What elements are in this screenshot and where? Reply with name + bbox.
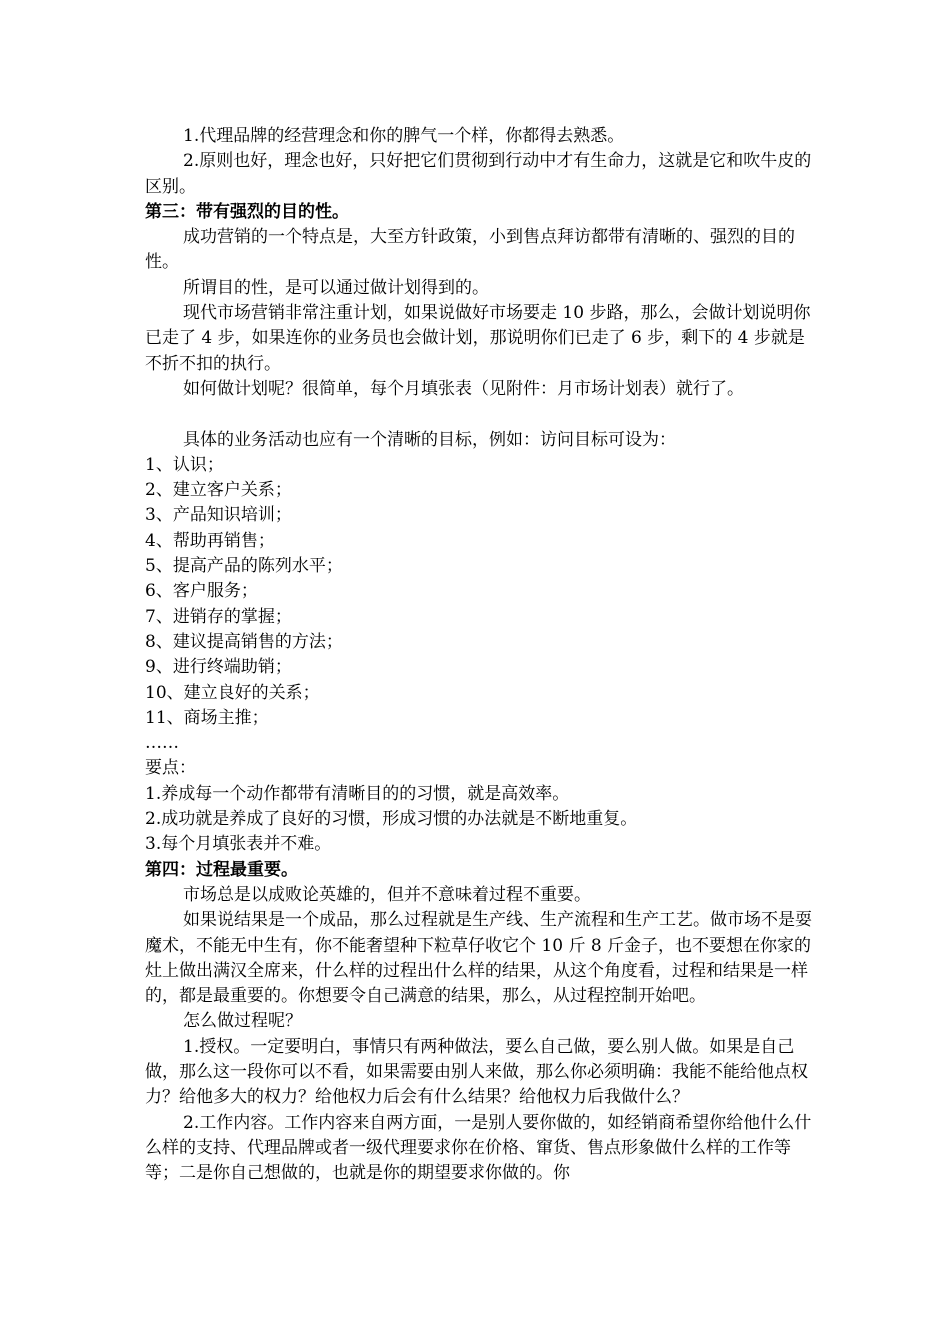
paragraph: 如何做计划呢？很简单，每个月填张表（见附件：月市场计划表）就行了。 xyxy=(183,378,744,399)
list-item: 11、商场主推； xyxy=(145,707,269,728)
list-item: 2、建立客户关系； xyxy=(145,480,292,501)
list-item: 7、进销存的掌握； xyxy=(145,606,292,627)
list-item: 1.养成每一个动作都带有清晰目的的习惯，就是高效率。 xyxy=(145,783,570,804)
section-heading: 第四：过程最重要。 xyxy=(145,859,298,880)
list-item: 9、进行终端助销； xyxy=(145,657,292,678)
paragraph: 怎么做过程呢？ xyxy=(183,1011,302,1032)
list-item: 要点： xyxy=(145,758,196,779)
paragraph: 现代市场营销非常注重计划，如果说做好市场要走 10 步路，那么，会做计划说明你已走了 4 步，如果连你的业务员也会做计划，那说明你们已走了 6 步，剩下的 4 步就是不折不扣的执行。 xyxy=(145,303,811,374)
document-page xyxy=(145,124,817,1186)
list-item: 10、建立良好的关系； xyxy=(145,682,320,703)
paragraph: 具体的业务活动也应有一个清晰的目标，例如：访问目标可设为： xyxy=(183,429,676,450)
list-item: 3.每个月填张表并不难。 xyxy=(145,834,332,855)
paragraph: 1.代理品牌的经营理念和你的脾气一个样，你都得去熟悉。 xyxy=(183,126,625,146)
paragraph: 1.授权。一定要明白，事情只有两种做法，要么自己做，要么别人做。如果是自己做，那么这一段你可以不看，如果需要由别人来做，那么你必须明确：我能不能给他点权力？给他多大的权力？给他权力后会有什么结果？给他权力后我做什么？ xyxy=(145,1036,808,1108)
paragraph: 如果说结果是一个成品，那么过程就是生产线、生产流程和生产工艺。做市场不是耍魔术，不能无中生有，你不能奢望种下粒草仔收它个 10 斤 8 斤金子，也不要想在你家的灶上做出满汉全席来，什么样的过程出什么样的结果，从这个角度看，过程和结果是一样的，都是最重要的。你想要令自己满意的结果，那么，从过程控制开始吧。 xyxy=(145,910,812,1007)
paragraph: 市场总是以成败论英雄的，但并不意味着过程不重要。 xyxy=(183,884,591,905)
paragraph: 2.工作内容。工作内容来自两方面，一是别人要你做的，如经销商希望你给他什么什么样的支持、代理品牌或者一级代理要求你在价格、窜货、售点形象做什么样的工作等等；二是你自己想做的，也就是你的期望要求你做的。你 xyxy=(145,1112,812,1184)
paragraph: 所谓目的性，是可以通过做计划得到的。 xyxy=(183,277,489,298)
list-item: 1、认识； xyxy=(145,454,224,475)
list-item: …… xyxy=(145,733,179,754)
list-item: 8、建议提高销售的方法； xyxy=(145,631,343,652)
paragraph: 2.原则也好，理念也好，只好把它们贯彻到行动中才有生命力，这就是它和吹牛皮的区别。 xyxy=(145,151,812,197)
list-item: 6、客户服务； xyxy=(145,581,258,602)
paragraph: 成功营销的一个特点是，大至方针政策，小到售点拜访都带有清晰的、强烈的目的性。 xyxy=(145,227,795,273)
list-item: 3、产品知识培训； xyxy=(145,505,292,526)
list-item: 4、帮助再销售； xyxy=(145,530,275,551)
list-item: 2.成功就是养成了良好的习惯，形成习惯的办法就是不断地重复。 xyxy=(145,809,638,830)
blank-line xyxy=(145,402,817,427)
list-item: 5、提高产品的陈列水平； xyxy=(145,556,343,577)
section-heading: 第三：带有强烈的目的性。 xyxy=(145,201,349,222)
